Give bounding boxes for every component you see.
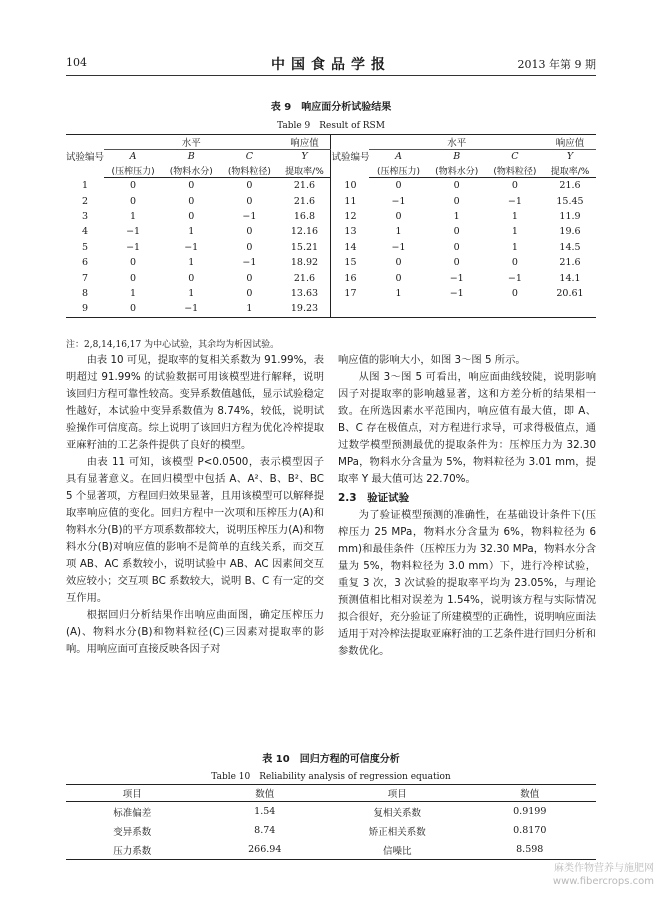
table-cell: 1 [130,210,137,222]
table-cell: 1 [188,287,195,299]
factor-b-sym-r: B [453,151,461,162]
watermark-line2: www.fibercrops.com [552,876,654,887]
table-cell: −1 [449,287,464,299]
table-cell: 0 [511,287,518,299]
table-cell: 复相关系数 [373,807,421,819]
table-cell: 1 [511,226,518,238]
table-cell: −1 [126,226,141,238]
table-cell: 19.23 [278,301,331,317]
table-cell: 0 [453,226,460,238]
paragraph: 由表 10 可见，提取率的复相关系数为 91.99%，表明超过 91.99% 的试验数据可用该模型进行解释，说明该回归方程可靠性较高。变异系数值越低，显示试验稳定性越好，本试验中变异系数值为 8.74%，较低，说明试验操作可信度高。综上说明了该回归方程为优化冷榨提取亚麻籽油的工艺条件提供了良好的模型。 [66,354,324,451]
table-row [66,193,596,208]
table-cell: 0 [453,195,460,207]
table-row [66,821,596,840]
table-cell: 0 [246,195,253,207]
table-cell: 0 [395,272,402,284]
table-cell: 12 [344,210,357,222]
paragraph: 根据回归分析结果作出响应曲面图，确定压榨压力(A)、物料水分(B)和物料粒径(C)三因素对提取率的影响。用响应面可直接反映各因子对 [66,609,324,655]
table-cell: 21.6 [278,178,331,194]
table-cell: −1 [184,241,199,253]
table-row [66,301,596,317]
table-cell: 1 [130,287,137,299]
table9-header-response: 响应值 [278,135,331,150]
table-cell: −1 [242,210,257,222]
table-cell: 14 [344,241,357,253]
table10-header: 数值 [199,785,332,802]
table-cell: 1 [246,303,253,315]
table-cell: 10 [344,179,357,191]
watermark-line1: 麻类作物营养与施肥网 [554,863,654,874]
table9-body [66,178,596,318]
table-cell: 标准偏差 [113,807,152,819]
table-cell: −1 [391,241,406,253]
table-cell: 0.9199 [513,806,547,817]
table9-caption-en: Table 9 Result of RSM [277,121,385,131]
table-cell [544,301,596,317]
journal-title: 中国食品学报 [271,57,391,73]
factor-c-sym-r: C [511,151,519,162]
table-cell [331,301,370,317]
table-cell: 0 [246,287,253,299]
table-cell: 0 [246,241,253,253]
table10-caption-cn: 表 10 回归方程的可信度分析 [262,754,400,765]
table-cell: 0 [395,257,402,269]
text-column-right [338,352,596,660]
table-cell: 1 [511,210,518,222]
table9-header-level-r: 水平 [369,135,544,150]
table9-caption-cn: 表 9 响应面分析试验结果 [270,102,392,113]
table-cell: 2 [81,195,89,207]
table-cell: 1 [188,226,195,238]
table-cell: 0 [395,210,402,222]
table-cell [369,301,427,317]
table-cell: 0 [246,226,253,238]
table-cell: 0 [453,241,460,253]
factor-b-label: (物料水分) [162,163,220,178]
table-cell: 0 [453,180,460,192]
watermark [553,862,654,888]
table-row [66,240,596,255]
table9-caption [66,98,596,131]
table-cell: 0 [395,180,402,192]
factor-a-sym-r: A [395,151,402,162]
table-cell: 0 [511,257,518,269]
table-cell: 21.6 [559,257,581,269]
table-row [66,178,596,194]
table-cell: 1 [81,179,89,191]
table-cell: 0 [511,180,518,192]
table-row [66,840,596,860]
table9-header-run: 试验编号 [66,152,105,164]
table-cell: 17 [344,287,357,299]
table-cell: 0.8170 [513,825,547,836]
table-cell: 8 [81,287,89,299]
table-cell: 0 [188,195,195,207]
header-rule [66,75,596,76]
table-row [66,255,596,270]
section-heading: 2.3 验证试验 [338,492,410,504]
table-cell: 1 [511,241,518,253]
factor-a-label: (压榨压力) [104,163,162,178]
table-cell: 0 [246,272,253,284]
factor-a-sym: A [129,151,137,162]
factor-b-label-r: (物料水分) [428,163,486,178]
table-cell: −1 [126,241,141,253]
factor-c-sym: C [245,151,254,162]
issue-label: 2013 年第 9 期 [517,58,596,71]
table-cell: 14.5 [559,241,581,253]
table10-body [66,802,596,860]
table-cell: 0 [130,272,137,284]
table-cell: 压力系数 [113,845,152,857]
table-cell: 15.45 [556,195,584,207]
table-cell: 12.16 [278,224,331,239]
table9 [66,134,596,318]
table9-header-response-r: 响应值 [544,135,596,150]
table9-header-run-r: 试验编号 [331,152,370,164]
table-cell: 0 [246,180,253,192]
table10 [66,784,596,860]
factor-c-label-r: (物料粒径) [486,163,544,178]
table-cell: 7 [81,272,89,284]
table-cell: 5 [81,241,89,253]
table-cell: 4 [81,226,89,238]
paragraph: 响应值的影响大小，如图 3～图 5 所示。 [338,354,526,366]
table9-header-level: 水平 [104,135,278,150]
table-row [66,286,596,301]
table-cell: 1 [395,226,402,238]
table-cell: 0 [130,180,137,192]
table-cell: 11.9 [559,210,581,222]
table-cell: 0 [188,180,195,192]
table-cell: 21.6 [559,180,581,192]
page-header [66,54,596,74]
table-cell: 0 [188,210,195,222]
table-cell: 1 [395,287,402,299]
table-cell: 0 [453,257,460,269]
table-cell: 13.63 [278,286,331,301]
table-row [66,224,596,239]
table-cell: −1 [507,272,522,284]
table-cell: −1 [391,195,406,207]
table-cell: −1 [507,195,522,207]
table-cell: 14.1 [559,272,581,284]
factor-a-label-r: (压榨压力) [369,163,427,178]
table-cell: 21.6 [278,270,331,285]
paragraph: 为了验证模型预测的准确性，在基础设计条件下(压榨压力 25 MPa，物料水分含量为 6%，物料粒径为 6 mm)和最佳条件（压榨压力为 32.30 MPa，物料水分含量为 5%，物料粒径为 3.0 mm）下，进行冷榨试验，重复 3 次，3 次试验的提取率平均为 23.05%，与理论预测值相比相对误差为 1.54%，说明该方程与实际情况拟合很好，充分验证了所建模型的正确性，说明响应面法适用于对冷榨法提取亚麻籽油的工艺条件进行回归分析和参数优化。 [338,509,596,657]
table9-note: 注：2,8,14,16,17 为中心试验，其余均为析因试验。 [66,340,280,350]
table-cell: 8.598 [516,844,544,855]
factor-c-label: (物料粒径) [220,163,278,178]
table-row [66,209,596,224]
table-cell: 矫正相关系数 [368,826,426,838]
y-label-r: 提取率/% [544,163,596,178]
table-cell: 16 [344,272,357,284]
table-cell: 9 [81,303,89,315]
y-sym: Y [278,150,331,164]
table-cell: 0 [130,257,137,269]
table-cell: −1 [449,272,464,284]
table-cell: 18.92 [278,255,331,270]
table-cell: 16.8 [278,209,331,224]
page-number: 104 [66,56,87,69]
table-cell: 0 [130,195,137,207]
table-cell: 8.74 [254,825,276,836]
table-cell: 3 [81,210,89,222]
y-sym-r: Y [566,151,574,162]
table-cell: 0 [188,272,195,284]
table-cell: −1 [184,303,199,315]
table-cell: 15.21 [278,240,331,255]
table-cell: −1 [242,257,257,269]
table-cell: 0 [130,303,137,315]
table-cell: 变异系数 [113,826,152,838]
table10-caption-en: Table 10 Reliability analysis of regression equation [211,772,451,782]
table-cell: 21.6 [278,193,331,208]
paragraph: 由表 11 可知，该模型 P<0.0500，表示模型因子具有显著意义。在回归模型中包括 A、A²、B、B²、BC 5 个显著项，方程回归效果显著，且用该模型可以解释提取率响应值的变化。回归方程中一次项和压榨压力(A)和物料水分(B)的平方项系数都较大，说明压榨压力(A)和物料水分(B)对响应值的影响不是简单的直线关系，而交互项 AB、AC 系数较小，说明试验中 AB、AC 因素间交互效应较小；交互项 BC 系数较大，说明 B、C 有一定的交互作用。 [66,456,324,604]
table10-header: 数值 [464,785,597,802]
table-cell: 266.94 [248,844,282,855]
table-cell: 1 [188,257,195,269]
table-cell: 信噪比 [382,845,412,857]
table10-header: 项目 [331,785,464,802]
table-cell: 19.6 [559,226,581,238]
table10-caption [66,750,596,782]
table-cell: 15 [344,257,357,269]
table10-header: 项目 [66,785,199,802]
factor-b-sym: B [187,151,195,162]
text-column-left [66,352,324,658]
y-label: 提取率/% [278,163,331,178]
paragraph: 从图 3～图 5 可看出，响应面曲线较陡，说明影响因子对提取率的影响越显著，这和方差分析的结果相一致。在所选因素水平范围内，响应值有最大值，即 A、B、C 存在极值点，对方程进行求导，可求得极值点，通过数学模型预测最优的提取条件为：压榨压力为 32.30 MPa，物料水分含量为 5%，物料粒径为 3.01 mm，提取率 Y 最大值可达 22.70%。 [338,371,596,485]
table-cell: 11 [344,195,357,207]
table-row [66,270,596,285]
table-cell: 6 [81,257,89,269]
table-row [66,802,596,822]
table-cell: 1.54 [254,806,276,817]
table-cell: 20.61 [556,287,584,299]
table-cell: 1 [453,210,460,222]
table-cell: 13 [344,226,357,238]
table-cell [428,301,486,317]
table-cell [486,301,544,317]
